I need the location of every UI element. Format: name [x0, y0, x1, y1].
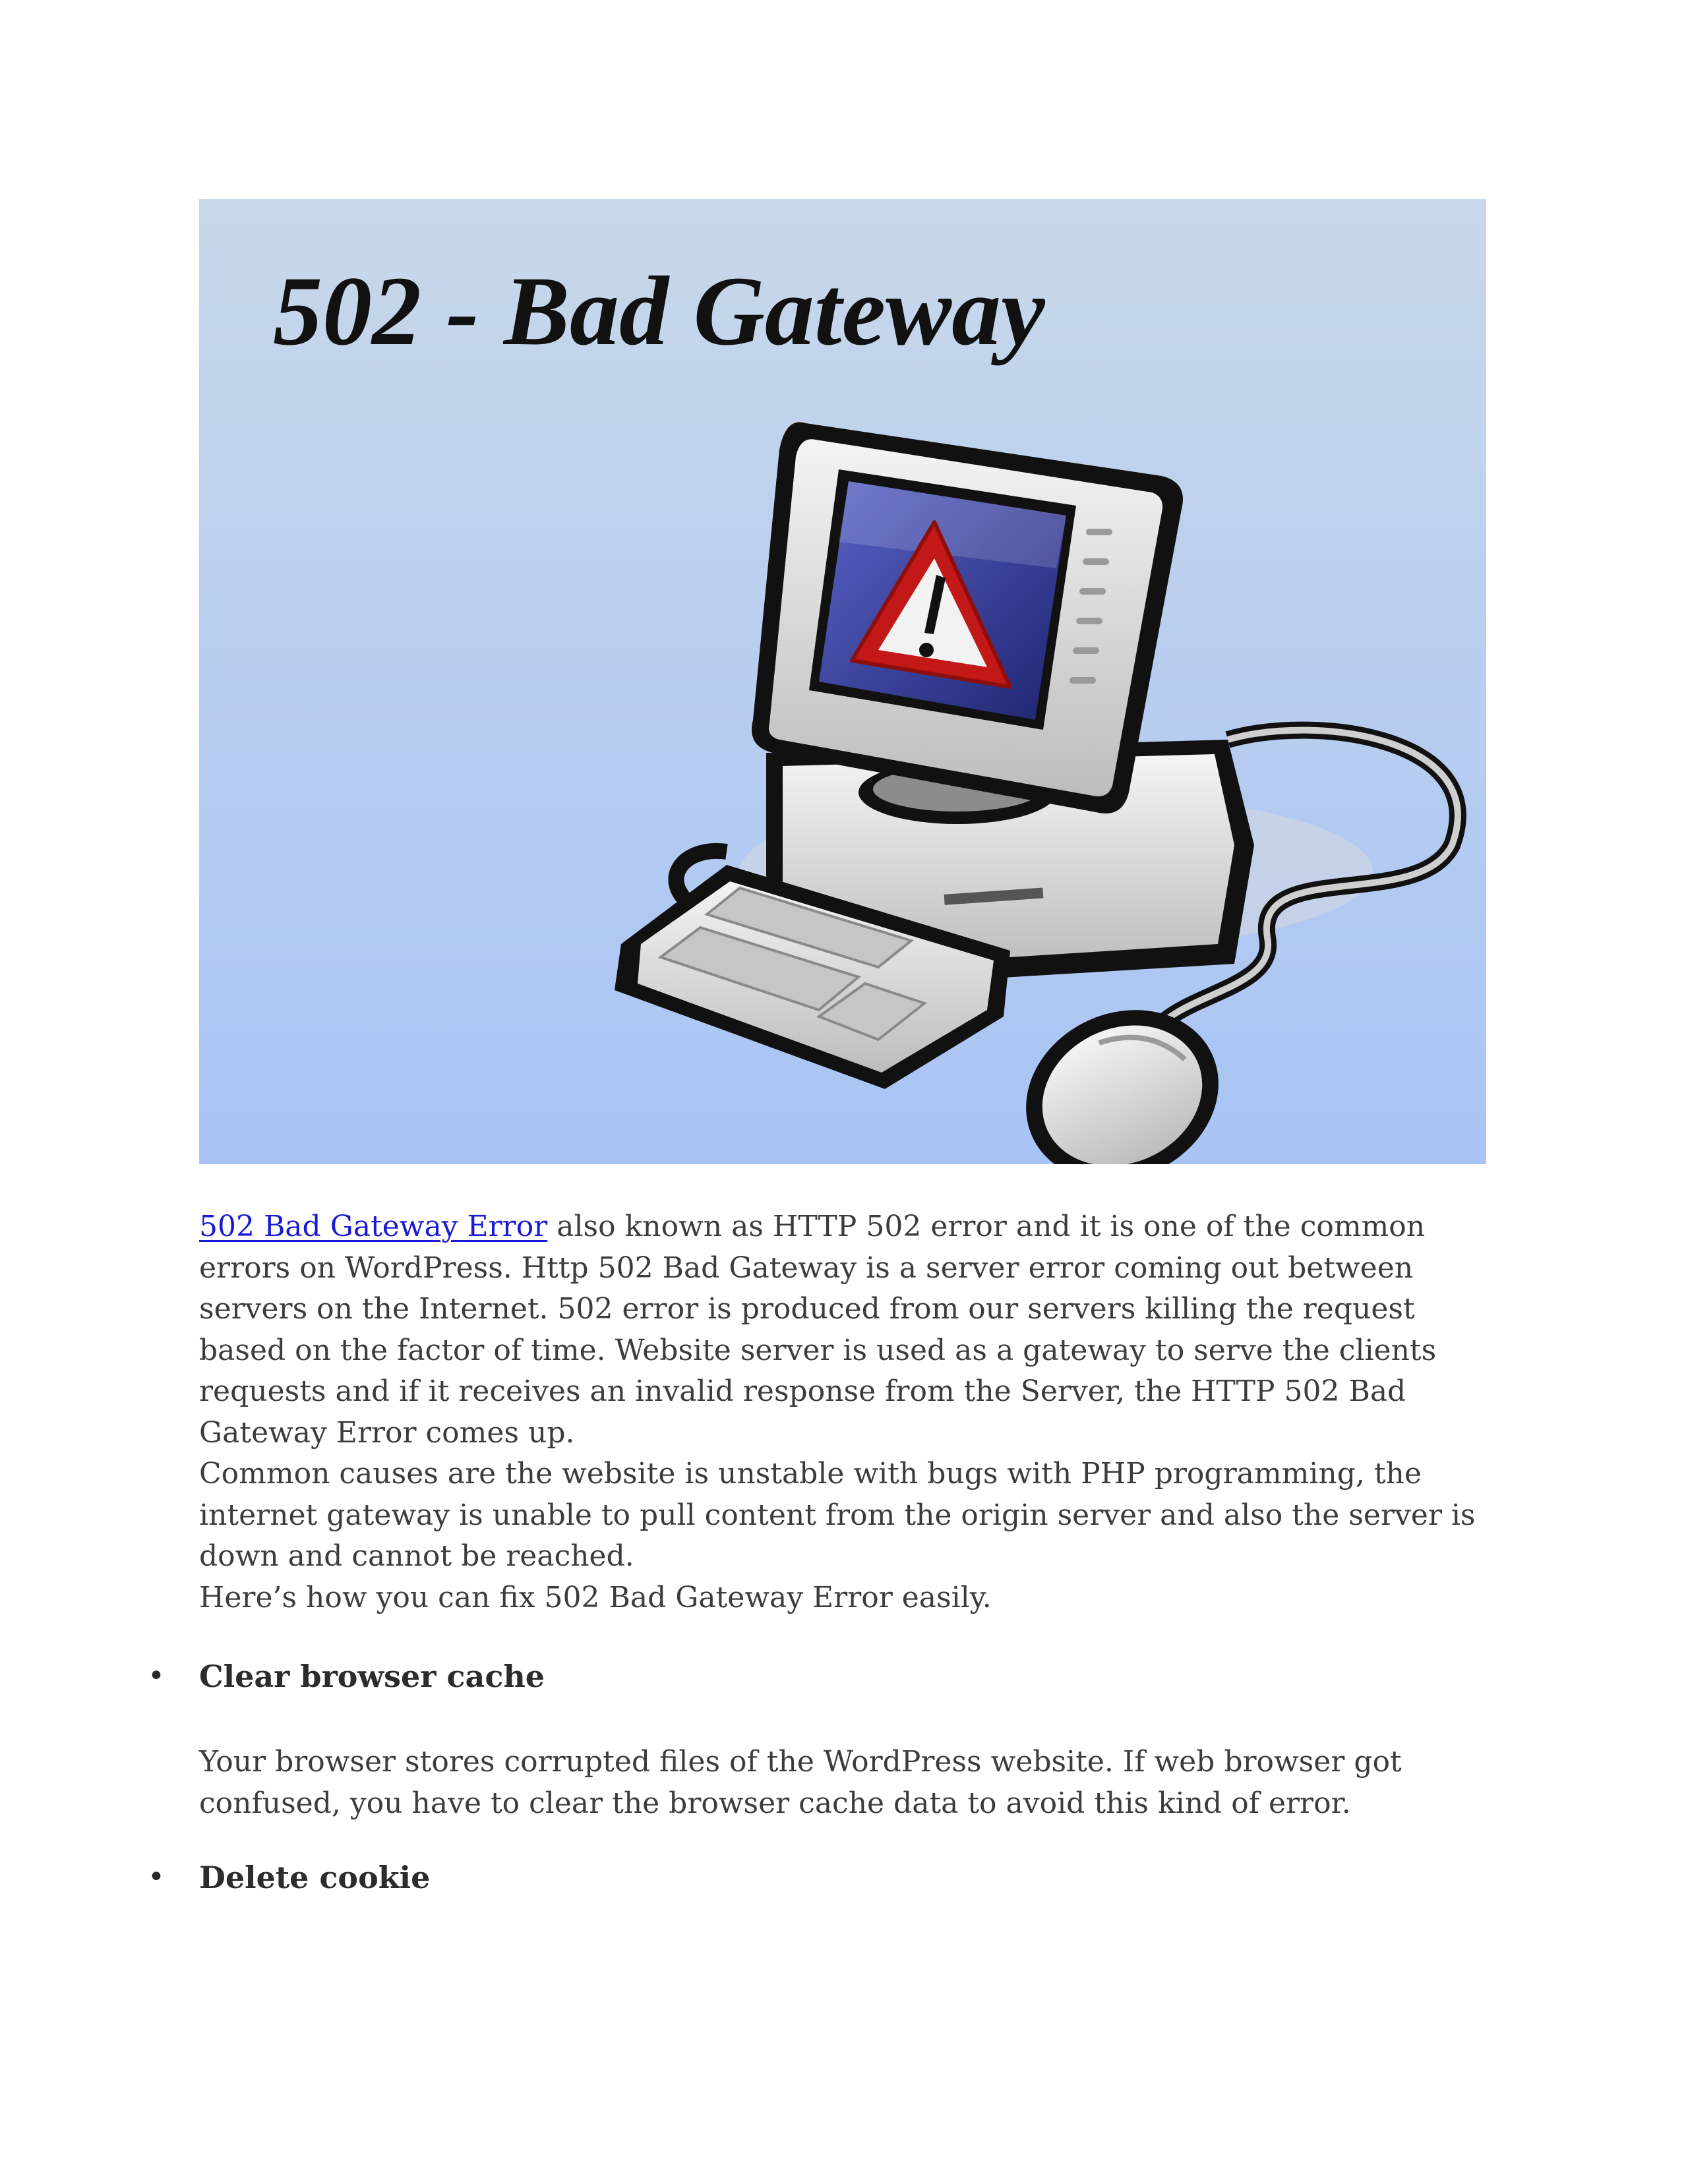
intro-text: also known as HTTP 502 error and it is one of the common errors on WordPress. Http 502 Bad Gateway is a server error coming out between servers on the Internet. 502 error is produced from our servers killing the request based on the factor of time. Website server is used as a gateway to serve the clients requests and if it receives an invalid response from the Server, the HTTP 502 Bad Gateway Error comes up. — [199, 1210, 1437, 1450]
bullet-dot: • — [148, 1860, 165, 1894]
fix-title-clear-cache: Clear browser cache — [199, 1659, 545, 1694]
howto-line: Here’s how you can fix 502 Bad Gateway Error easily. — [199, 1581, 992, 1614]
fix-description-clear-cache: Your browser stores corrupted files of the WordPress website. If web browser got confused, you have to clear the browser cache data to avoid this kind of error. — [199, 1745, 1402, 1820]
causes-paragraph: Common causes are the website is unstable with bugs with PHP programming, the internet gateway is unable to pull content from the origin server and also the server is down and cannot be reached. — [199, 1457, 1476, 1573]
bullet-dot: • — [148, 1659, 165, 1693]
fix-title-delete-cookie: Delete cookie — [199, 1860, 431, 1895]
intro-paragraph — [199, 1206, 1486, 1454]
image-title: 502 - Bad Gateway — [273, 256, 1045, 366]
hero-image — [199, 199, 1486, 1164]
bad-gateway-link[interactable]: 502 Bad Gateway Error — [199, 1210, 548, 1243]
